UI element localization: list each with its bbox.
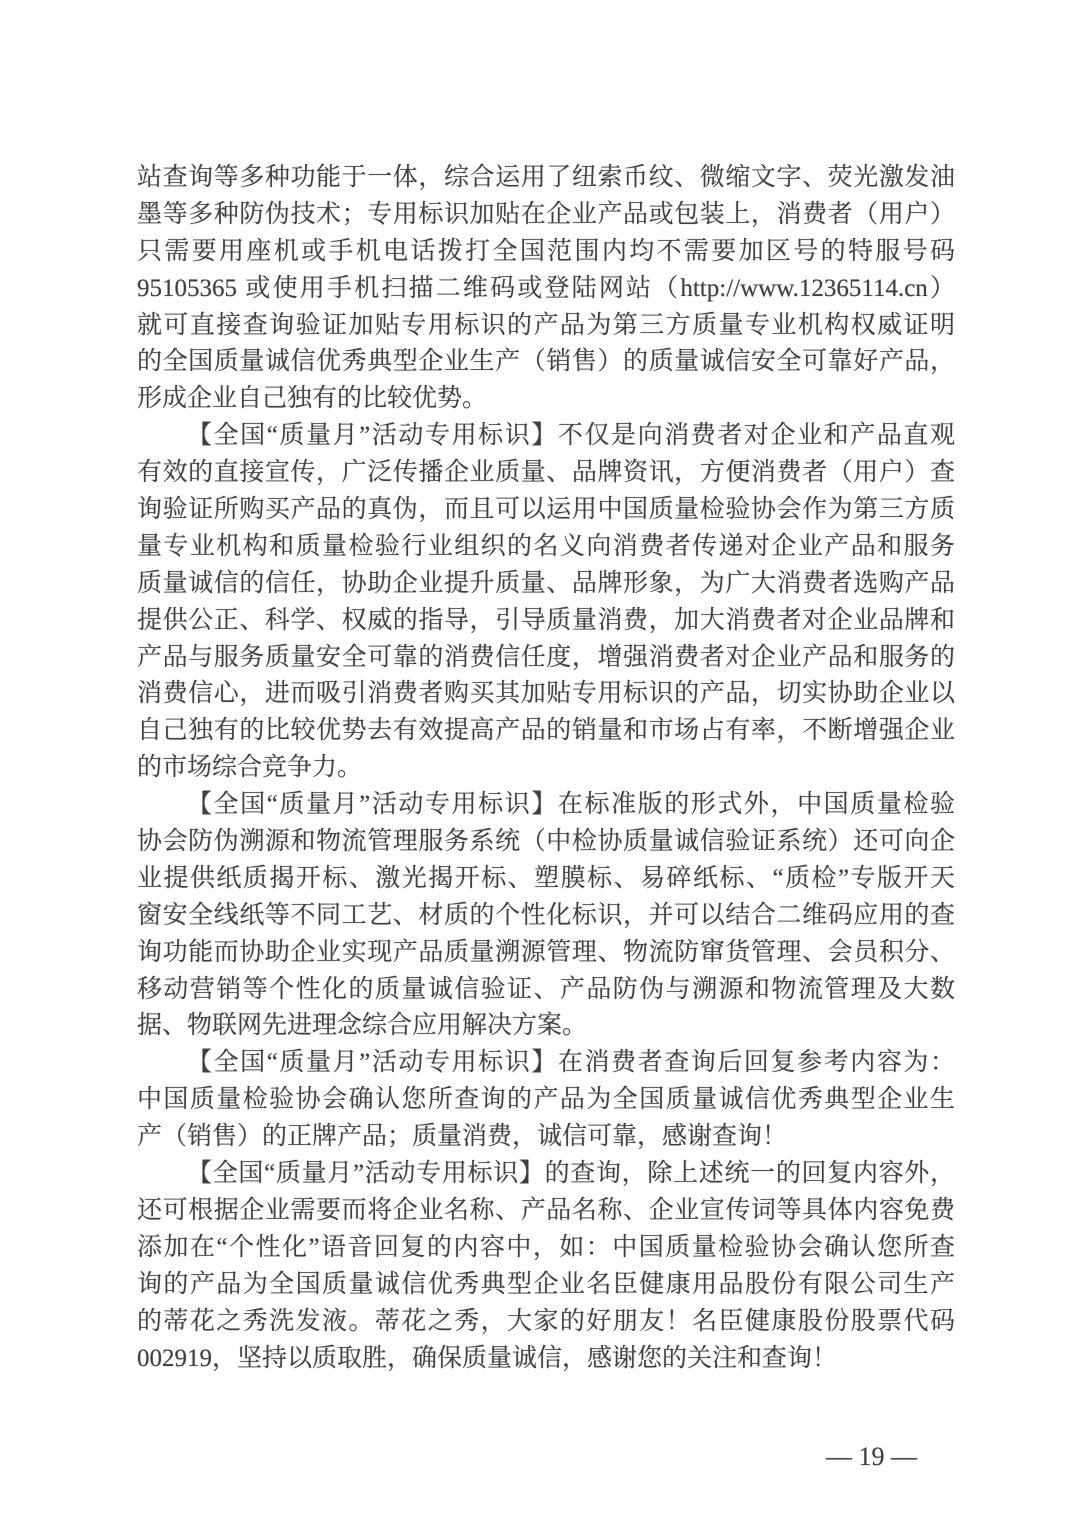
text-line: 量专业机构和质量检验行业组织的名义向消费者传递对企业产品和服务 xyxy=(137,532,955,560)
text-line: 【全国“质量月”活动专用标识】的查询，除上述统一的回复内容外， xyxy=(187,1160,955,1188)
text-line: 产品与服务质量安全可靠的消费信任度，增强消费者对企业产品和服务的 xyxy=(137,643,955,671)
text-line: 还可根据企业需要而将企业名称、产品名称、企业宣传词等具体内容免费 xyxy=(137,1196,955,1224)
text-line: 就可直接查询验证加贴专用标识的产品为第三方质量专业机构权威证明 xyxy=(137,311,955,339)
text-line: 产（销售）的正牌产品；质量消费，诚信可靠，感谢查询！ xyxy=(137,1123,788,1151)
text-line: 据、物联网先进理念综合应用解决方案。 xyxy=(137,1012,588,1040)
text-line: 只需要用座机或手机电话拨打全国范围内均不需要加区号的特服号码 xyxy=(137,237,955,265)
text-line: 业提供纸质揭开标、激光揭开标、塑膜标、易碎纸标、“质检”专版开天 xyxy=(137,864,955,892)
text-line: 的全国质量诚信优秀典型企业生产（销售）的质量诚信安全可靠好产品， xyxy=(137,348,955,376)
text-line: 95105365 或使用手机扫描二维码或登陆网站（http://www.12365114.cn） xyxy=(137,274,955,302)
text-line: 的市场综合竞争力。 xyxy=(137,754,363,782)
text-line: 的蒂花之秀洗发液。蒂花之秀，大家的好朋友！名臣健康股份股票代码 xyxy=(137,1307,955,1335)
paragraph xyxy=(137,160,955,418)
text-line: 自己独有的比较优势去有效提高产品的销量和市场占有率，不断增强企业 xyxy=(137,717,955,745)
text-line: 询验证所购买产品的真伪，而且可以运用中国质量检验协会作为第三方质 xyxy=(137,496,955,524)
paragraph xyxy=(137,1156,955,1377)
paragraph xyxy=(137,787,955,1045)
page-footer xyxy=(800,1403,917,1471)
text-line: 站查询等多种功能于一体，综合运用了纽索币纹、微缩文字、荧光激发油 xyxy=(137,164,955,191)
text-line: 质量诚信的信任，协助企业提升质量、品牌形象，为广大消费者选购产品 xyxy=(137,569,955,597)
text-line: 移动营销等个性化的质量诚信验证、产品防伪与溯源和物流管理及大数 xyxy=(137,975,955,1003)
document-body xyxy=(137,160,955,1377)
paragraph xyxy=(137,418,955,787)
text-line: 协会防伪溯源和物流管理服务系统（中检协质量诚信验证系统）还可向企 xyxy=(137,828,955,856)
text-line: 询功能而协助企业实现产品质量溯源管理、物流防窜货管理、会员积分、 xyxy=(137,938,955,966)
text-line: 墨等多种防伪技术；专用标识加贴在企业产品或包装上，消费者（用户） xyxy=(137,200,955,228)
text-line: 询的产品为全国质量诚信优秀典型企业名臣健康用品股份有限公司生产 xyxy=(137,1270,955,1298)
text-line: 形成企业自己独有的比较优势。 xyxy=(137,385,488,413)
text-line: 提供公正、科学、权威的指导，引导质量消费，加大消费者对企业品牌和 xyxy=(137,606,955,634)
text-line: 有效的直接宣传，广泛传播企业质量、品牌资讯，方便消费者（用户）查 xyxy=(137,459,955,487)
text-line: 窗安全线纸等不同工艺、材质的个性化标识，并可以结合二维码应用的查 xyxy=(137,901,955,929)
page-number: — 19 — xyxy=(826,1442,917,1471)
text-line: 002919，坚持以质取胜，确保质量诚信，感谢您的关注和查询！ xyxy=(137,1344,838,1372)
text-line: 中国质量检验协会确认您所查询的产品为全国质量诚信优秀典型企业生 xyxy=(137,1086,955,1114)
text-line: 【全国“质量月”活动专用标识】在消费者查询后回复参考内容为： xyxy=(187,1049,955,1077)
paragraph xyxy=(137,1045,955,1156)
text-line: 消费信心，进而吸引消费者购买其加贴专用标识的产品，切实协助企业以 xyxy=(137,680,955,708)
text-line: 【全国“质量月”活动专用标识】不仅是向消费者对企业和产品直观 xyxy=(187,422,955,450)
text-line: 【全国“质量月”活动专用标识】在标准版的形式外，中国质量检验 xyxy=(187,791,955,819)
text-line: 添加在“个性化”语音回复的内容中，如：中国质量检验协会确认您所查 xyxy=(137,1233,955,1261)
